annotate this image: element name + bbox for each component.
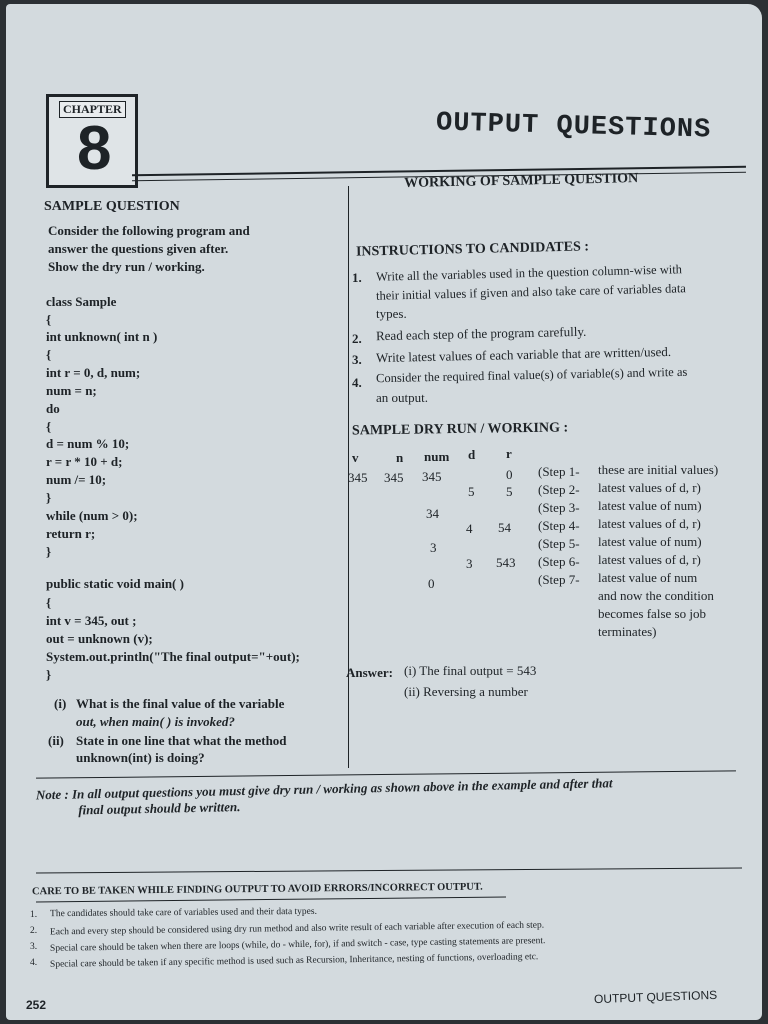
note-text: final output should be written. bbox=[78, 799, 241, 818]
cell-r: 543 bbox=[496, 555, 516, 570]
question-text: unknown(int) is doing? bbox=[76, 750, 205, 765]
code-line: { bbox=[46, 312, 52, 327]
instructions-heading: INSTRUCTIONS TO CANDIDATES : bbox=[355, 239, 590, 260]
cell-num: 34 bbox=[426, 506, 439, 521]
code-line: { bbox=[46, 347, 52, 362]
care-item-number: 2. bbox=[30, 926, 38, 936]
step-desc: latest values of d, r) bbox=[598, 552, 701, 567]
cell-r: 5 bbox=[506, 484, 513, 499]
question-text: State in one line that what the method bbox=[76, 733, 287, 748]
step-label: (Step 4- bbox=[538, 518, 580, 533]
code-line: r = r * 10 + d; bbox=[46, 454, 123, 469]
care-item-text: Special care should be taken when there are loops (while, do - while, for), if and switch - case, type casting statements are present. bbox=[49, 936, 546, 954]
question-text: What is the final value of the variable bbox=[76, 696, 285, 711]
step-desc: becomes false so job bbox=[598, 606, 706, 621]
book-page bbox=[6, 4, 762, 1020]
care-item-number: 1. bbox=[30, 910, 38, 920]
intro-line: Show the dry run / working. bbox=[48, 259, 205, 274]
code-line: System.out.println("The final output="+out); bbox=[46, 649, 300, 664]
step-desc: latest values of d, r) bbox=[598, 516, 701, 531]
question-number: (ii) bbox=[48, 733, 64, 748]
instruction-text: Consider the required final value(s) of variable(s) and write as bbox=[375, 364, 688, 386]
code-line: { bbox=[46, 419, 52, 434]
cell-num: 3 bbox=[430, 540, 437, 555]
intro-line: answer the questions given after. bbox=[48, 241, 229, 256]
step-desc: latest values of d, r) bbox=[598, 480, 701, 495]
instruction-text: Read each step of the program carefully. bbox=[375, 323, 587, 344]
page-number: 252 bbox=[26, 998, 47, 1012]
answer-text: (i) The final output = 543 bbox=[404, 663, 537, 678]
step-label: (Step 1- bbox=[538, 464, 580, 479]
answer-label: Answer: bbox=[346, 665, 393, 680]
care-item-number: 4. bbox=[30, 958, 38, 968]
chapter-badge bbox=[46, 94, 138, 188]
cell-d: 4 bbox=[466, 521, 473, 536]
column-header: v bbox=[352, 450, 359, 465]
code-line: int r = 0, d, num; bbox=[46, 365, 141, 380]
answer-text: (ii) Reversing a number bbox=[404, 684, 528, 699]
note bbox=[36, 773, 737, 820]
code-line: d = num % 10; bbox=[46, 436, 130, 451]
instruction-text: an output. bbox=[376, 390, 428, 405]
code-line: out = unknown (v); bbox=[46, 631, 153, 646]
column-header: n bbox=[396, 450, 404, 465]
cell-n: 345 bbox=[384, 470, 404, 485]
chapter-label: CHAPTER bbox=[59, 101, 126, 118]
care-rule bbox=[36, 868, 742, 874]
cell-v: 345 bbox=[348, 470, 368, 485]
care-item-text: Special care should be taken if any specific method is used such as Recursion, Inheritance, nesting of functions, overloading etc. bbox=[49, 952, 539, 970]
question-number: (i) bbox=[54, 696, 67, 711]
page-title: OUTPUT QUESTIONS bbox=[435, 108, 712, 146]
step-desc: latest value of num bbox=[598, 570, 698, 585]
code-line: int unknown( int n ) bbox=[46, 329, 158, 344]
sample-question-heading: SAMPLE QUESTION bbox=[44, 199, 180, 214]
code-line: } bbox=[46, 544, 52, 559]
code-line: class Sample bbox=[46, 294, 117, 309]
working-heading: WORKING OF SAMPLE QUESTION bbox=[404, 171, 639, 191]
step-label: (Step 7- bbox=[538, 572, 580, 587]
cell-num: 345 bbox=[422, 469, 442, 484]
code-line: num = n; bbox=[46, 383, 97, 398]
instruction-text: their initial values if given and also take care of variables data bbox=[375, 281, 687, 303]
step-desc: latest value of num) bbox=[598, 534, 702, 549]
instruction-text: Write all the variables used in the question column-wise with bbox=[375, 262, 683, 284]
note-text: In all output questions you must give dry run / working as shown above in the example and after that bbox=[71, 775, 613, 802]
care-item-text: The candidates should take care of variables used and their data types. bbox=[49, 906, 317, 920]
column-header: num bbox=[424, 449, 450, 464]
instruction-number: 4. bbox=[352, 375, 362, 390]
step-label: (Step 3- bbox=[538, 500, 580, 515]
running-title: OUTPUT QUESTIONS bbox=[593, 987, 718, 1007]
code-line: int v = 345, out ; bbox=[46, 613, 137, 628]
note-label: Note : bbox=[35, 786, 69, 803]
cell-d: 5 bbox=[468, 484, 475, 499]
step-label: (Step 2- bbox=[538, 482, 580, 497]
instruction-number: 3. bbox=[352, 352, 362, 367]
code-line: num /= 10; bbox=[46, 472, 107, 487]
care-heading-underline bbox=[36, 897, 506, 903]
instruction-number: 1. bbox=[352, 270, 362, 285]
code-line: do bbox=[46, 401, 60, 416]
code-line: public static void main( ) bbox=[46, 576, 184, 591]
step-desc: and now the condition bbox=[598, 588, 714, 603]
care-item-number: 3. bbox=[30, 942, 38, 952]
step-desc: terminates) bbox=[598, 624, 657, 639]
instruction-number: 2. bbox=[352, 331, 362, 346]
code-line: } bbox=[46, 490, 52, 505]
intro-line: Consider the following program and bbox=[48, 223, 250, 238]
step-label: (Step 6- bbox=[538, 554, 580, 569]
step-desc: these are initial values) bbox=[598, 462, 719, 477]
column-header: d bbox=[468, 447, 476, 462]
code-line: } bbox=[46, 667, 52, 682]
cell-num: 0 bbox=[428, 576, 435, 591]
step-desc: latest value of num) bbox=[598, 498, 702, 513]
instruction-text: Write latest values of each variable that are written/used. bbox=[375, 343, 672, 366]
dry-run-heading: SAMPLE DRY RUN / WORKING : bbox=[351, 420, 569, 439]
step-label: (Step 5- bbox=[538, 536, 580, 551]
cell-r: 0 bbox=[506, 467, 513, 482]
care-heading: CARE TO BE TAKEN WHILE FINDING OUTPUT TO AVOID ERRORS/INCORRECT OUTPUT. bbox=[31, 881, 483, 898]
care-item-text: Each and every step should be considered using dry run method and also write result of each variable after execution of each step. bbox=[49, 920, 545, 938]
code-line: while (num > 0); bbox=[46, 508, 138, 523]
cell-r: 54 bbox=[498, 520, 511, 535]
cell-d: 3 bbox=[466, 556, 473, 571]
code-line: { bbox=[46, 595, 52, 610]
question-text: out, when main( ) is invoked? bbox=[76, 714, 235, 729]
column-header: r bbox=[506, 446, 512, 461]
code-line: return r; bbox=[46, 526, 96, 541]
chapter-number: 8 bbox=[77, 114, 112, 183]
instruction-text: types. bbox=[376, 306, 407, 321]
